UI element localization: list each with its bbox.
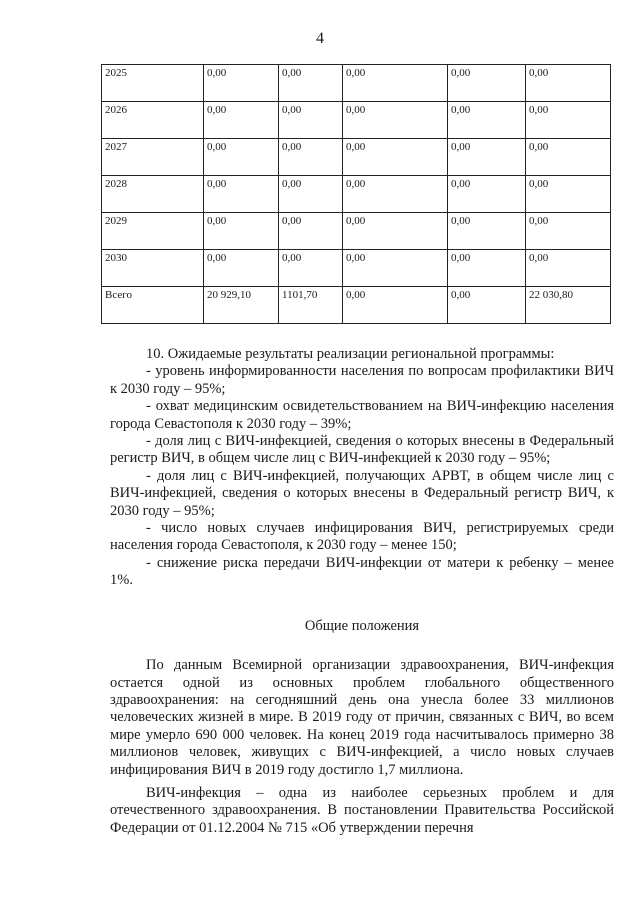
row-label-cell: 2025 bbox=[102, 65, 204, 102]
row-label-cell: 2026 bbox=[102, 102, 204, 139]
value-cell: 0,00 bbox=[343, 287, 448, 324]
value-cell: 0,00 bbox=[279, 250, 343, 287]
value-cell: 0,00 bbox=[448, 250, 526, 287]
row-label-cell: Всего bbox=[102, 287, 204, 324]
value-cell: 0,00 bbox=[448, 102, 526, 139]
value-cell: 22 030,80 bbox=[526, 287, 611, 324]
table-row bbox=[102, 250, 611, 287]
value-cell: 0,00 bbox=[343, 250, 448, 287]
table-row bbox=[102, 213, 611, 250]
value-cell: 1101,70 bbox=[279, 287, 343, 324]
results-heading: 10. Ожидаемые результаты реализации региональной программы: bbox=[146, 346, 555, 362]
value-cell: 0,00 bbox=[526, 250, 611, 287]
body-paragraph: По данным Всемирной организации здравоохранения, ВИЧ-инфекция остается одной из основных проблем глобального общественного здравоохранения: на сегодняшний день она унесла более 33 миллионов человеческих жизней в мире. В 2019 году от причин, связанных с ВИЧ, во всем мире умерло 690 000 человек. На конец 2019 года насчитывалось примерно 38 миллионов человек, живущих с ВИЧ-инфекцией, а число новых случаев инфицирования ВИЧ в 2019 году достигло 1,7 миллиона. bbox=[110, 657, 614, 778]
row-label-cell: 2030 bbox=[102, 250, 204, 287]
value-cell: 0,00 bbox=[343, 65, 448, 102]
value-cell: 20 929,10 bbox=[204, 287, 279, 324]
table-row bbox=[102, 176, 611, 213]
general-paragraphs bbox=[110, 657, 614, 837]
table-row bbox=[102, 287, 611, 324]
value-cell: 0,00 bbox=[526, 65, 611, 102]
body-paragraph: ВИЧ-инфекция – одна из наиболее серьезных проблем и для отечественного здравоохранения. В постановлении Правительства Российской Федерации от 01.12.2004 № 715 «Об утверждении перечня bbox=[110, 784, 614, 836]
value-cell: 0,00 bbox=[204, 139, 279, 176]
value-cell: 0,00 bbox=[448, 287, 526, 324]
section-title: Общие положения bbox=[304, 617, 420, 634]
value-cell: 0,00 bbox=[448, 213, 526, 250]
result-item: - охват медицинским освидетельствованием на ВИЧ-инфекцию населения города Севастополя к 2030 году – 39%; bbox=[110, 398, 614, 432]
value-cell: 0,00 bbox=[448, 139, 526, 176]
value-cell: 0,00 bbox=[343, 176, 448, 213]
value-cell: 0,00 bbox=[204, 176, 279, 213]
table-row bbox=[102, 65, 611, 102]
result-item: - снижение риска передачи ВИЧ-инфекции от матери к ребенку – менее 1%. bbox=[110, 554, 614, 589]
financing-table bbox=[101, 64, 611, 324]
result-item: - доля лиц с ВИЧ-инфекцией, получающих АРВТ, в общем числе лиц с ВИЧ-инфекцией, сведения о которых внесены в Федеральный регистр ВИЧ, к 2030 году – 95%; bbox=[110, 467, 614, 519]
row-label-cell: 2029 bbox=[102, 213, 204, 250]
value-cell: 0,00 bbox=[343, 213, 448, 250]
result-item: - уровень информированности населения по вопросам профилактики ВИЧ к 2030 году – 95%; bbox=[110, 363, 614, 397]
value-cell: 0,00 bbox=[526, 213, 611, 250]
table-row bbox=[102, 139, 611, 176]
document-body bbox=[110, 346, 614, 837]
value-cell: 0,00 bbox=[204, 102, 279, 139]
result-item: - доля лиц с ВИЧ-инфекцией, сведения о которых внесены в Федеральный регистр ВИЧ, в общем числе лиц с ВИЧ-инфекцией к 2030 году – 95%; bbox=[110, 433, 614, 467]
value-cell: 0,00 bbox=[204, 213, 279, 250]
value-cell: 0,00 bbox=[526, 102, 611, 139]
value-cell: 0,00 bbox=[448, 65, 526, 102]
results-list bbox=[110, 363, 614, 589]
row-label-cell: 2027 bbox=[102, 139, 204, 176]
row-label-cell: 2028 bbox=[102, 176, 204, 213]
value-cell: 0,00 bbox=[279, 176, 343, 213]
value-cell: 0,00 bbox=[279, 65, 343, 102]
value-cell: 0,00 bbox=[279, 213, 343, 250]
value-cell: 0,00 bbox=[448, 176, 526, 213]
value-cell: 0,00 bbox=[526, 139, 611, 176]
result-item: - число новых случаев инфицирования ВИЧ, регистрируемых среди населения города Севастополя, к 2030 году – менее 150; bbox=[110, 520, 614, 554]
value-cell: 0,00 bbox=[204, 65, 279, 102]
page-number: 4 bbox=[316, 30, 324, 47]
value-cell: 0,00 bbox=[204, 250, 279, 287]
value-cell: 0,00 bbox=[279, 102, 343, 139]
value-cell: 0,00 bbox=[526, 176, 611, 213]
value-cell: 0,00 bbox=[279, 139, 343, 176]
value-cell: 0,00 bbox=[343, 102, 448, 139]
table-row bbox=[102, 102, 611, 139]
value-cell: 0,00 bbox=[343, 139, 448, 176]
